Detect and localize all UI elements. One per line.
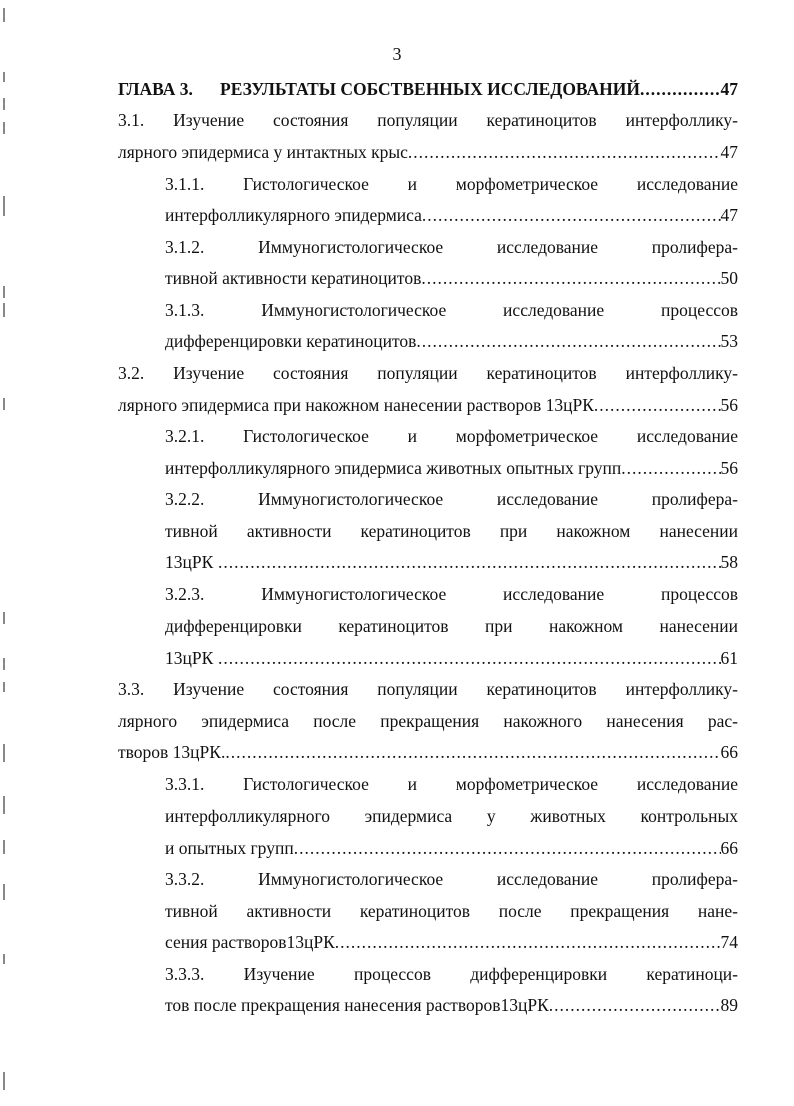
toc-entry-3-2-3-line-2[interactable]: дифференцировки кератиноцитов при накожном нанесении (165, 616, 738, 636)
toc-entry-3-1-2-line-1[interactable]: 3.1.2. Иммуногистологическое исследование пролифера- (165, 237, 738, 257)
toc-entry-text: интерфолликулярного эпидермиса животных опытных групп (165, 458, 622, 478)
toc-entry-3-3-2-line-3[interactable] (165, 927, 738, 957)
toc-entry-3-3-3-line-2[interactable] (165, 990, 738, 1020)
page-ref: 66 (720, 838, 738, 858)
toc-entry-text: 13цРК (165, 648, 214, 668)
toc-entry-3-2-1-line-1[interactable]: 3.2.1. Гистологическое и морфометрическое исследование (165, 426, 738, 446)
dot-leader (218, 547, 721, 577)
toc-entry-text: тов после прекращения нанесения растворов13цРК (165, 995, 549, 1015)
toc-entry-text: творов 13цРК. (118, 742, 226, 762)
dot-leader (640, 74, 721, 104)
toc-entry-3-1-2-line-2[interactable] (165, 263, 738, 293)
dot-leader (549, 990, 721, 1020)
toc-entry-3-3-2-line-2[interactable]: тивной активности кератиноцитов после прекращения нане- (165, 901, 738, 921)
page-ref: 56 (720, 458, 738, 478)
toc-entry-text: тивной активности кератиноцитов (165, 268, 422, 288)
toc-entry-3-3-3-line-1[interactable]: 3.3.3. Изучение процессов дифференцировки кератиноци- (165, 964, 738, 984)
page-ref: 50 (720, 268, 738, 288)
toc-entry-text: лярного эпидермиса при накожном нанесении растворов 13цРК (118, 395, 594, 415)
toc-entry-3-3-line-2[interactable]: лярного эпидермиса после прекращения накожного нанесения рас- (118, 711, 738, 731)
toc-entry-3-1-line-2[interactable] (118, 137, 738, 167)
dot-leader (594, 390, 721, 420)
toc-entry-3-3-1-line-3[interactable] (165, 833, 738, 863)
dot-leader (422, 200, 721, 230)
toc-entry-3-1-1-line-2[interactable] (165, 200, 738, 230)
toc-entry-3-2-2-line-3[interactable] (165, 547, 738, 577)
dot-leader (408, 137, 721, 167)
page-ref: 61 (720, 648, 738, 668)
page-ref: 56 (720, 395, 738, 415)
toc-entry-3-3-1-line-2[interactable]: интерфолликулярного эпидермиса у животных контрольных (165, 806, 738, 826)
toc-entry-3-2-line-1[interactable]: 3.2. Изучение состояния популяции кератиноцитов интерфоллику- (118, 363, 738, 383)
toc-entry-3-1-1-line-1[interactable]: 3.1.1. Гистологическое и морфометрическое исследование (165, 174, 738, 194)
scan-margin-marks (3, 0, 15, 1106)
toc-entry-3-3-1-line-1[interactable]: 3.3.1. Гистологическое и морфометрическое исследование (165, 774, 738, 794)
page-ref: 47 (720, 142, 738, 162)
page-ref: 47 (720, 205, 738, 225)
dot-leader (218, 643, 721, 673)
toc-entry-text: дифференцировки кератиноцитов (165, 331, 417, 351)
toc-entry-3-1-line-1[interactable]: 3.1. Изучение состояния популяции кератиноцитов интерфоллику- (118, 110, 738, 130)
toc-entry-text: и опытных групп (165, 838, 294, 858)
page-ref: 89 (720, 995, 738, 1015)
chapter-title: РЕЗУЛЬТАТЫ СОБСТВЕННЫХ ИССЛЕДОВАНИЙ (220, 79, 640, 99)
dot-leader (416, 326, 720, 356)
dot-leader (225, 737, 720, 767)
toc-entry-3-1-3-line-2[interactable] (165, 326, 738, 356)
toc-entry-text: лярного эпидермиса у интактных крыс (118, 142, 408, 162)
toc-entry-3-2-3-line-1[interactable]: 3.2.3. Иммуногистологическое исследование процессов (165, 584, 738, 604)
page-ref: 47 (720, 79, 738, 99)
toc-entry-3-3-2-line-1[interactable]: 3.3.2. Иммуногистологическое исследование пролифера- (165, 869, 738, 889)
toc-entry-3-1-3-line-1[interactable]: 3.1.3. Иммуногистологическое исследование процессов (165, 300, 738, 320)
toc-entry-text: интерфолликулярного эпидермиса (165, 205, 422, 225)
toc-entry-3-2-3-line-3[interactable] (165, 643, 738, 673)
dot-leader (421, 263, 720, 293)
toc-entry-chapter-3[interactable] (118, 74, 738, 104)
page-ref: 58 (720, 552, 738, 572)
toc-entry-3-2-line-2[interactable] (118, 390, 738, 420)
toc-entry-3-3-line-3[interactable] (118, 737, 738, 767)
toc-entry-3-2-1-line-2[interactable] (165, 453, 738, 483)
page-ref: 74 (720, 932, 738, 952)
page-ref: 66 (720, 742, 738, 762)
toc-entry-text: 13цРК (165, 552, 214, 572)
toc-entry-text: сения растворов13цРК (165, 932, 335, 952)
toc-entry-3-2-2-line-2[interactable]: тивной активности кератиноцитов при накожном нанесении (165, 521, 738, 541)
chapter-label: ГЛАВА 3. (118, 79, 193, 99)
page-number: 3 (392, 44, 402, 64)
dot-leader (621, 453, 720, 483)
dot-leader (335, 927, 721, 957)
toc-entry-3-3-line-1[interactable]: 3.3. Изучение состояния популяции кератиноцитов интерфоллику- (118, 679, 738, 699)
page-ref: 53 (720, 331, 738, 351)
dot-leader (294, 833, 721, 863)
toc-entry-3-2-2-line-1[interactable]: 3.2.2. Иммуногистологическое исследование пролифера- (165, 489, 738, 509)
